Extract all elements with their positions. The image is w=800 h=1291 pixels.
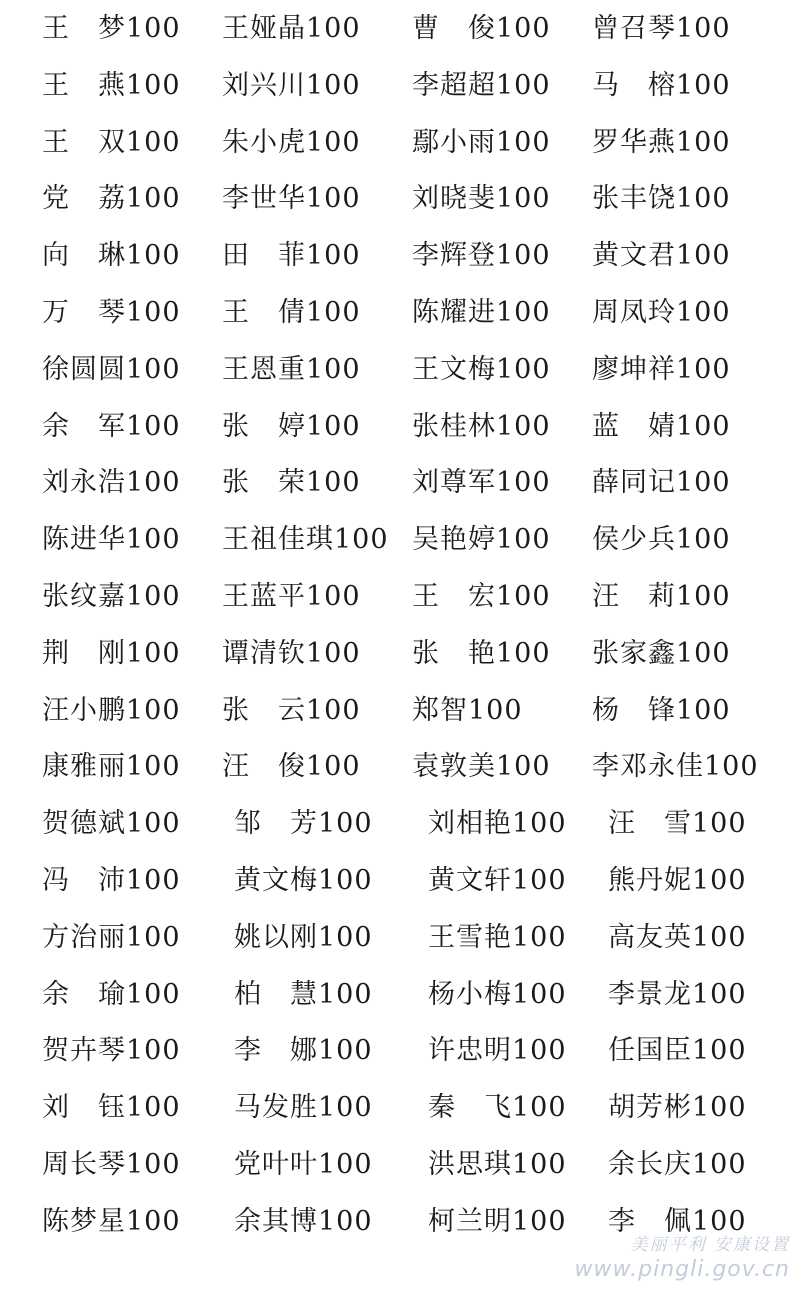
name-score-entry: 蓝 婧100 bbox=[592, 410, 731, 442]
name-score-entry: 刘兴川100 bbox=[222, 69, 361, 101]
name-score-entry: 王 燕100 bbox=[42, 69, 181, 101]
name-score-entry: 汪 雪100 bbox=[608, 808, 747, 840]
name-score-entry: 李邓永佳100 bbox=[592, 751, 759, 783]
name-score-entry: 冯 沛100 bbox=[42, 865, 181, 896]
name-score-entry: 王娅晶100 bbox=[222, 13, 361, 44]
name-row bbox=[0, 114, 800, 171]
name-score-entry: 秦 飞100 bbox=[428, 1092, 567, 1124]
name-score-entry: 鄢小雨100 bbox=[412, 126, 551, 158]
name-score-entry: 余 军100 bbox=[42, 410, 181, 442]
name-row bbox=[0, 1079, 800, 1136]
name-score-entry: 姚以刚100 bbox=[234, 921, 373, 953]
name-row bbox=[0, 568, 800, 625]
name-row bbox=[0, 852, 800, 909]
name-score-entry: 刘永浩100 bbox=[42, 467, 181, 499]
name-score-entry: 贺德斌100 bbox=[42, 808, 181, 840]
name-score-entry: 李 娜100 bbox=[234, 1035, 373, 1067]
name-score-entry: 汪小鹏100 bbox=[42, 694, 181, 726]
name-row bbox=[0, 795, 800, 852]
name-score-entry: 马 榕100 bbox=[592, 69, 731, 101]
name-score-entry: 高友英100 bbox=[608, 921, 747, 953]
name-score-entry: 王 梦100 bbox=[42, 13, 181, 44]
name-score-entry: 王蓝平100 bbox=[222, 581, 361, 612]
name-score-entry: 张 云100 bbox=[222, 694, 361, 726]
name-row bbox=[0, 341, 800, 398]
name-score-entry: 党叶叶100 bbox=[234, 1149, 373, 1180]
name-row bbox=[0, 1136, 800, 1193]
name-score-entry: 张家鑫100 bbox=[592, 637, 731, 669]
name-score-entry: 余 瑜100 bbox=[42, 978, 181, 1010]
name-score-entry: 黄文轩100 bbox=[428, 865, 567, 896]
name-score-entry: 吴艳婷100 bbox=[412, 524, 551, 556]
name-score-entry: 曹 俊100 bbox=[412, 13, 551, 44]
name-score-entry: 王文梅100 bbox=[412, 353, 551, 385]
watermark-text: 美丽平利 安康设置 bbox=[630, 1235, 790, 1255]
name-score-entry: 张 艳100 bbox=[412, 637, 551, 669]
name-score-entry: 田 菲100 bbox=[222, 240, 361, 272]
name-score-entry: 刘尊军100 bbox=[412, 467, 551, 499]
name-score-entry: 任国臣100 bbox=[608, 1035, 747, 1067]
name-score-entry: 王雪艳100 bbox=[428, 921, 567, 953]
name-row bbox=[0, 682, 800, 739]
name-score-entry: 王 倩100 bbox=[222, 297, 361, 328]
name-row bbox=[0, 227, 800, 284]
name-score-entry: 李超超100 bbox=[412, 69, 551, 101]
name-score-entry: 向 琳100 bbox=[42, 240, 181, 272]
name-score-entry: 王恩重100 bbox=[222, 353, 361, 385]
name-row bbox=[0, 398, 800, 455]
name-score-entry: 熊丹妮100 bbox=[608, 865, 747, 896]
name-row bbox=[0, 1022, 800, 1079]
name-row bbox=[0, 454, 800, 511]
name-score-entry: 廖坤祥100 bbox=[592, 353, 731, 385]
name-score-entry: 胡芳彬100 bbox=[608, 1092, 747, 1124]
name-score-entry: 张丰饶100 bbox=[592, 183, 731, 215]
watermark-url: www.pingli.gov.cn bbox=[574, 1257, 790, 1282]
name-score-entry: 余其博100 bbox=[234, 1205, 373, 1237]
name-score-entry: 李世华100 bbox=[222, 183, 361, 215]
watermark bbox=[575, 1233, 790, 1283]
name-score-entry: 余长庆100 bbox=[608, 1149, 747, 1180]
name-score-entry: 杨 锋100 bbox=[592, 694, 731, 726]
name-score-entry: 刘晓斐100 bbox=[412, 183, 551, 215]
name-score-entry: 张纹嘉100 bbox=[42, 581, 181, 612]
name-score-entry: 陈耀进100 bbox=[412, 297, 551, 328]
name-score-entry: 张 婷100 bbox=[222, 410, 361, 442]
name-score-entry: 方治丽100 bbox=[42, 921, 181, 953]
name-score-entry: 刘相艳100 bbox=[428, 808, 567, 840]
name-score-entry: 朱小虎100 bbox=[222, 126, 361, 158]
name-row bbox=[0, 966, 800, 1023]
name-score-entry: 曾召琴100 bbox=[592, 13, 731, 44]
name-score-entry: 洪思琪100 bbox=[428, 1149, 567, 1180]
name-score-entry: 柯兰明100 bbox=[428, 1205, 567, 1237]
name-score-entry: 马发胜100 bbox=[234, 1092, 373, 1124]
name-score-entry: 王祖佳琪100 bbox=[222, 524, 389, 556]
name-score-entry: 荆 刚100 bbox=[42, 637, 181, 669]
name-score-entry: 袁敦美100 bbox=[412, 751, 551, 783]
name-score-entry: 王 双100 bbox=[42, 126, 181, 158]
name-score-entry: 李景龙100 bbox=[608, 978, 747, 1010]
name-score-entry: 万 琴100 bbox=[42, 297, 181, 328]
name-score-entry: 李辉登100 bbox=[412, 240, 551, 272]
name-score-entry: 张 荣100 bbox=[222, 467, 361, 499]
name-score-entry: 罗华燕100 bbox=[592, 126, 731, 158]
name-score-entry: 郑智100 bbox=[412, 694, 523, 726]
name-score-entry: 陈梦星100 bbox=[42, 1205, 181, 1237]
name-score-entry: 柏 慧100 bbox=[234, 978, 373, 1010]
name-score-entry: 黄文梅100 bbox=[234, 865, 373, 896]
name-score-entry: 薛同记100 bbox=[592, 467, 731, 499]
name-row bbox=[0, 57, 800, 114]
name-score-entry: 杨小梅100 bbox=[428, 978, 567, 1010]
name-row bbox=[0, 511, 800, 568]
name-score-entry: 许忠明100 bbox=[428, 1035, 567, 1067]
name-score-entry: 张桂林100 bbox=[412, 410, 551, 442]
name-row bbox=[0, 738, 800, 795]
name-score-entry: 汪 莉100 bbox=[592, 581, 731, 612]
name-score-entry: 陈进华100 bbox=[42, 524, 181, 556]
name-score-entry: 贺卉琴100 bbox=[42, 1035, 181, 1067]
name-score-entry: 黄文君100 bbox=[592, 240, 731, 272]
name-score-entry: 王 宏100 bbox=[412, 581, 551, 612]
name-score-entry: 康雅丽100 bbox=[42, 751, 181, 783]
name-score-entry: 汪 俊100 bbox=[222, 751, 361, 783]
name-score-entry: 周凤玲100 bbox=[592, 297, 731, 328]
name-score-entry: 周长琴100 bbox=[42, 1149, 181, 1180]
name-score-entry: 徐圆圆100 bbox=[42, 353, 181, 385]
name-row bbox=[0, 284, 800, 341]
name-score-entry: 党 荔100 bbox=[42, 183, 181, 215]
name-row bbox=[0, 909, 800, 966]
name-row bbox=[0, 625, 800, 682]
name-score-entry: 李 佩100 bbox=[608, 1205, 747, 1237]
name-score-entry: 谭清钦100 bbox=[222, 637, 361, 669]
name-score-entry: 刘 钰100 bbox=[42, 1092, 181, 1124]
name-row bbox=[0, 0, 800, 57]
name-row bbox=[0, 170, 800, 227]
name-score-entry: 侯少兵100 bbox=[592, 524, 731, 556]
name-score-entry: 邹 芳100 bbox=[234, 808, 373, 840]
